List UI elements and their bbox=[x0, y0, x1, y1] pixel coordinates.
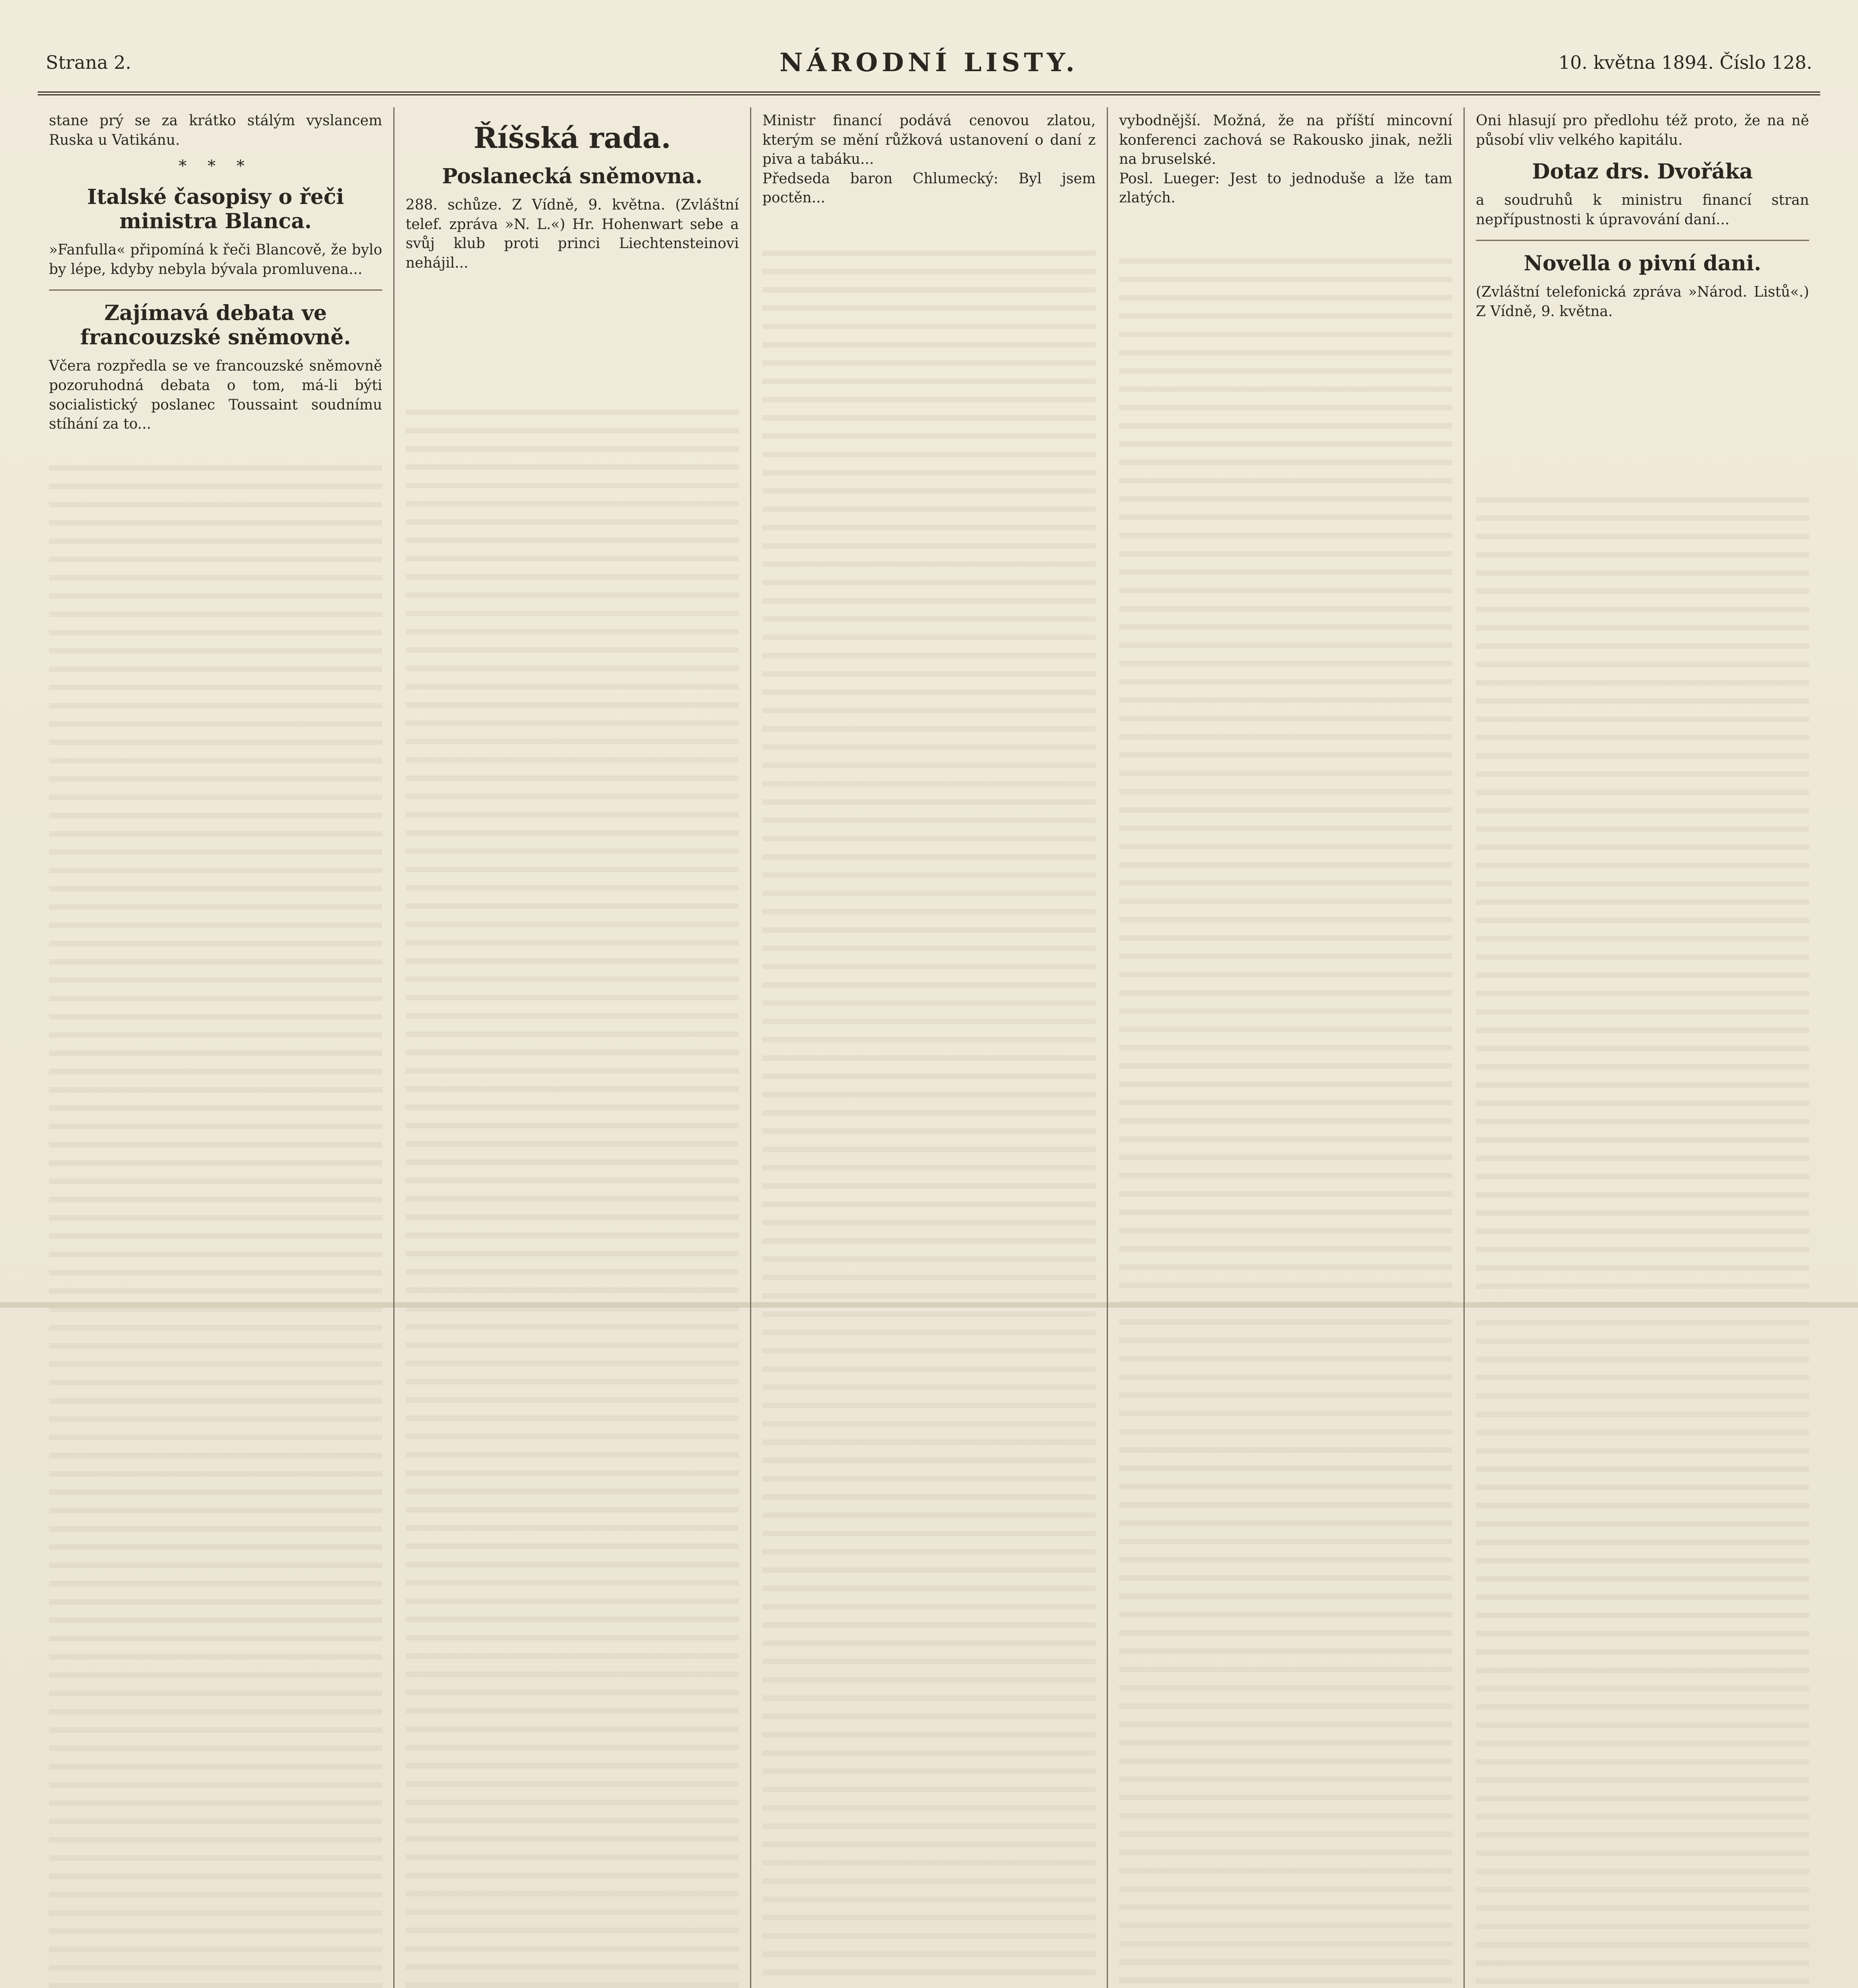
column-2-section-2-text: 288. schůze. Z Vídně, 9. května. (Zvláštní telef. zpráva »N. L.«) Hr. Hohenwart sebe a svůj klub proti princi Liechtensteinovi nehájil... bbox=[406, 197, 744, 271]
column-3-section-1-text: Předseda baron Chlumecký: Byl jsem poctěn... bbox=[762, 170, 1100, 206]
newspaper-title: NÁRODNÍ LISTY. bbox=[779, 48, 1079, 78]
column-2 bbox=[395, 107, 751, 1988]
page-header bbox=[38, 44, 1820, 95]
column-1 bbox=[38, 107, 395, 1988]
article-columns bbox=[38, 107, 1820, 1988]
column-4-section-1-text: Posl. Lueger: Jest to jednoduše a lže tam zlatých. bbox=[1119, 170, 1457, 206]
column-5-section-2-title: Novella o pivní dani. bbox=[1524, 251, 1761, 276]
text-block-placeholder bbox=[49, 465, 382, 1988]
column-2-section-1-title: Říšská rada. bbox=[473, 121, 671, 155]
separator-stars: * * * bbox=[179, 157, 253, 176]
column-1-section-2-title: Zajímavá debata ve francouzské sněmovně. bbox=[80, 301, 351, 350]
column-5-section-1-text: a soudruhů k ministru financí stran nepřípustnosti k úpravování daní... bbox=[1476, 192, 1814, 228]
column-5-section-2-text: (Zvláštní telefonická zpráva »Národ. Listů«.) Z Vídně, 9. května. bbox=[1476, 284, 1814, 320]
column-1-section-1-title: Italské časopisy o řeči ministra Blanca. bbox=[87, 185, 344, 234]
section-rule bbox=[1476, 240, 1809, 241]
column-5-lead: Oni hlasují pro předlohu též proto, že na ně působí vliv velkého kapitálu. bbox=[1476, 113, 1814, 148]
page-number: Strana 2. bbox=[46, 52, 131, 73]
text-block-placeholder bbox=[1476, 497, 1809, 1988]
column-3 bbox=[751, 107, 1108, 1988]
issue-date-number: 10. května 1894. Číslo 128. bbox=[1558, 52, 1812, 73]
column-1-lead: stane prý se za krátko stálým vyslancem Ruska u Vatikánu. bbox=[49, 113, 387, 148]
text-block-placeholder bbox=[762, 250, 1096, 1988]
text-block-placeholder bbox=[1119, 258, 1452, 1988]
column-4 bbox=[1108, 107, 1465, 1988]
column-2-section-2-title: Poslanecká sněmovna. bbox=[442, 164, 703, 188]
column-4-lead: vybodnější. Možná, že na příští mincovní konferenci zachová se Rakousko jinak, nežli na bruselské. bbox=[1119, 113, 1457, 168]
column-1-section-1-text: »Fanfulla« připomíná k řeči Blancově, že bylo by lépe, kdyby nebyla bývala promluvena... bbox=[49, 242, 387, 278]
text-block-placeholder bbox=[406, 410, 739, 1988]
section-rule bbox=[49, 289, 382, 291]
column-5-section-1-title: Dotaz drs. Dvořáka bbox=[1532, 159, 1753, 184]
column-3-lead: Ministr financí podává cenovou zlatou, kterým se mění růžková ustanovení o daní z piva a tabáku... bbox=[762, 113, 1100, 168]
column-1-section-2-text: Včera rozpředla se ve francouzské sněmovně pozoruhodná debata o tom, má-li býti socialistický poslanec Toussaint soudnímu stíhání za to... bbox=[49, 358, 387, 433]
column-5 bbox=[1465, 107, 1820, 1988]
